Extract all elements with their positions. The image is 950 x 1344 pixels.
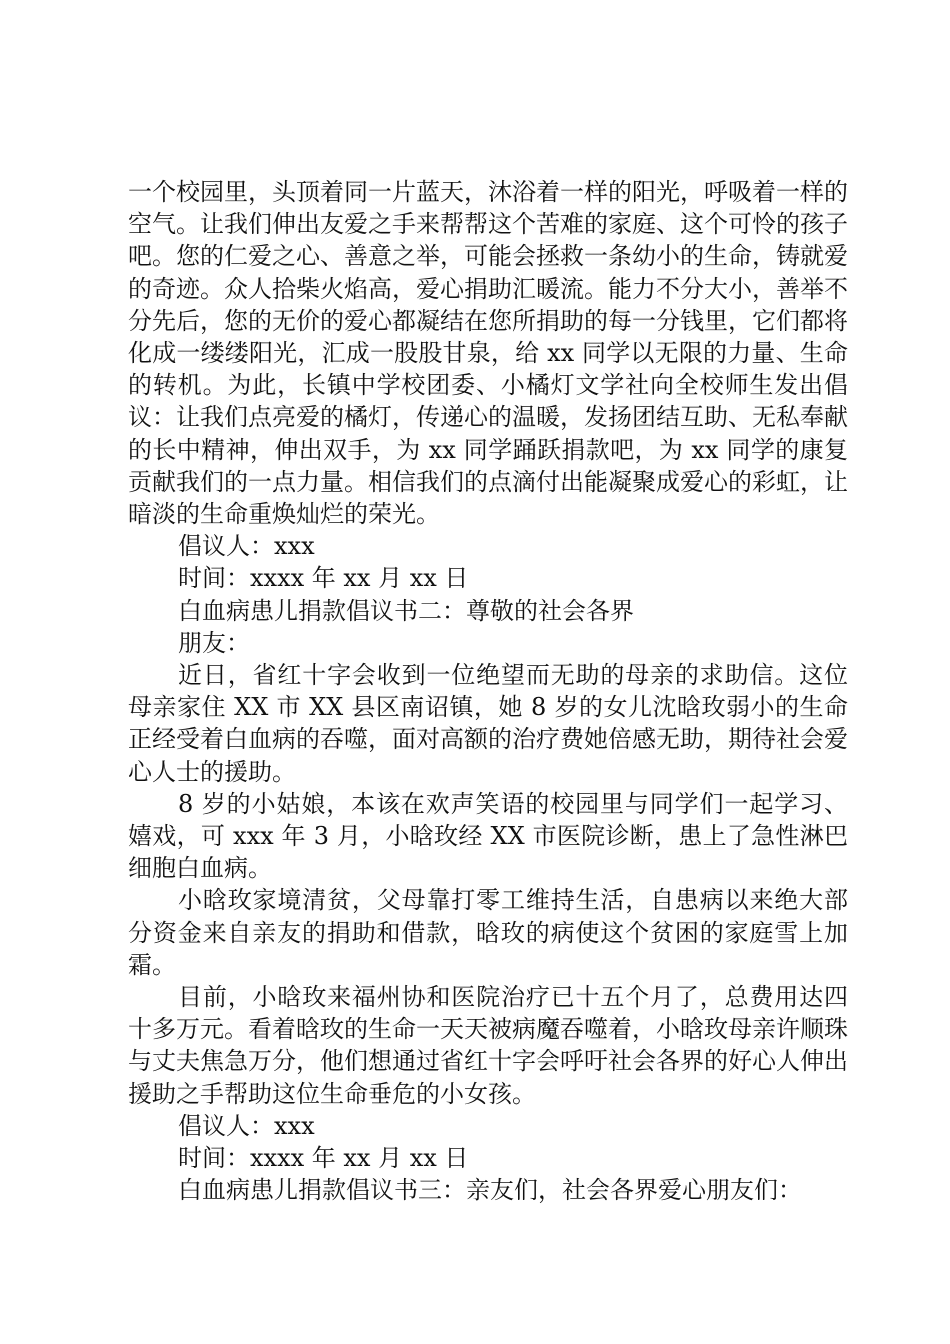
paragraph-family-situation: 小晗玫家境清贫，父母靠打零工维持生活，自患病以来绝大部分资金来自亲友的捐助和借款，晗玫的病使这个贫困的家庭雪上加霜。 [128,886,848,979]
salutation-friends: 朋友： [178,628,250,657]
section-heading-3: 白血病患儿捐款倡议书三：亲友们，社会各界爱心朋友们： [178,1176,802,1205]
date-line-2: 时间：xxxx 年 xx 月 xx 日 [178,1144,469,1173]
date-line-1: 时间：xxxx 年 xx 月 xx 日 [178,564,469,593]
paragraph-diagnosis: 8 岁的小姑娘，本该在欢声笑语的校园里与同学们一起学习、嬉戏，可 xxx 年 3 月，小晗玫经 XX 市医院诊断，患上了急性淋巴细胞白血病。 [128,789,848,883]
proposer-line-2: 倡议人：xxx [178,1111,315,1140]
paragraph-appeal-continuation: 一个校园里，头顶着同一片蓝天，沐浴着一样的阳光，呼吸着一样的空气。让我们伸出友爱之手来帮帮这个苦难的家庭、这个可怜的孩子吧。您的仁爱之心、善意之举，可能会拯救一条幼小的生命，铸就爱的奇迹。众人拾柴火焰高，爱心捐助汇暖流。能力不分大小，善举不分先后，您的无价的爱心都凝结在您所捐助的每一分钱里，它们都将化成一缕缕阳光，汇成一股股甘泉，给 xx 同学以无限的力量、生命的转机。为此，长镇中学校团委、小橘灯文学社向全校师生发出倡议：让我们点亮爱的橘灯，传递心的温暖，发扬团结互助、无私奉献的长中精神，伸出双手，为 xx 同学踊跃捐款吧，为 xx 同学的康复贡献我们的一点力量。相信我们的点滴付出能凝聚成爱心的彩虹，让暗淡的生命重焕灿烂的荣光。 [128,178,848,529]
paragraph-recent-news: 近日，省红十字会收到一位绝望而无助的母亲的求助信。这位母亲家住 XX 市 XX 县区南诏镇，她 8 岁的女儿沈晗玫弱小的生命正经受着白血病的吞噬，面对高额的治疗费她倍感无助，期待社会爱心人士的援助。 [128,661,848,786]
proposer-line-1: 倡议人：xxx [178,532,315,561]
section-heading-2: 白血病患儿捐款倡议书二：尊敬的社会各界 [178,596,634,625]
paragraph-treatment-cost: 目前，小晗玫来福州协和医院治疗已十五个月了，总费用达四十多万元。看着晗玫的生命一天天被病魔吞噬着，小晗玫母亲许顺珠与丈夫焦急万分，他们想通过省红十字会呼吁社会各界的好心人伸出援助之手帮助这位生命垂危的小女孩。 [128,983,848,1108]
document-body [128,176,848,1207]
